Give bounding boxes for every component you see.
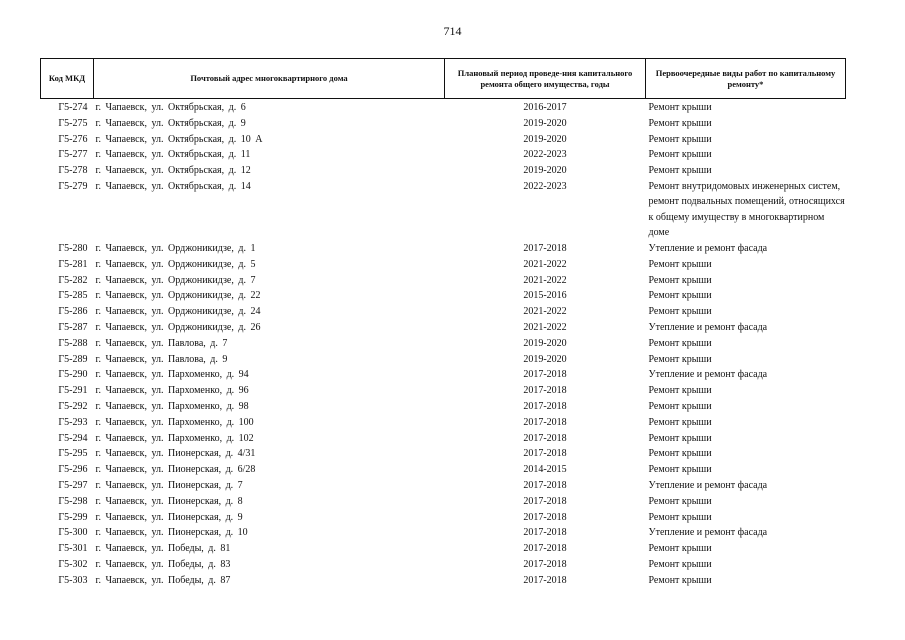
address-cell: г. Чапаевск, ул. Пионерская, д. 9 xyxy=(95,511,243,523)
address-cell: г. Чапаевск, ул. Победы, д. 87 xyxy=(95,574,231,586)
address-cell: г. Чапаевск, ул. Октябрьская, д. 14 xyxy=(95,180,251,192)
work-cell: Утепление и ремонт фасада xyxy=(648,321,768,333)
table-row xyxy=(41,510,846,526)
work-cell: Ремонт крыши xyxy=(648,558,712,570)
table-row xyxy=(41,478,846,494)
period-cell: 2017-2018 xyxy=(523,369,567,381)
work-cell: Утепление и ремонт фасада xyxy=(648,527,768,539)
address-cell: г. Чапаевск, ул. Орджоникидзе, д. 7 xyxy=(95,274,256,286)
work-cell: Ремонт крыши xyxy=(648,448,712,460)
address-cell: г. Чапаевск, ул. Пионерская, д. 8 xyxy=(95,495,243,507)
code-cell: Г5-293 xyxy=(58,416,88,428)
header-address: Почтовый адрес многоквартирного дома xyxy=(94,59,445,99)
table-row xyxy=(41,557,846,573)
address-cell: г. Чапаевск, ул. Пархоменко, д. 94 xyxy=(95,369,249,381)
work-cell: Утепление и ремонт фасада xyxy=(648,479,768,491)
table-row xyxy=(41,99,846,116)
address-cell: г. Чапаевск, ул. Орджоникидзе, д. 1 xyxy=(95,242,256,254)
period-cell: 2017-2018 xyxy=(523,574,567,586)
table-row xyxy=(41,179,846,241)
period-cell: 2017-2018 xyxy=(523,511,567,523)
address-cell: г. Чапаевск, ул. Победы, д. 83 xyxy=(95,558,231,570)
period-cell: 2014-2015 xyxy=(523,464,567,476)
table-row xyxy=(41,304,846,320)
period-cell: 2019-2020 xyxy=(523,133,567,145)
work-cell: Утепление и ремонт фасада xyxy=(648,369,768,381)
period-cell: 2017-2018 xyxy=(523,543,567,555)
period-cell: 2017-2018 xyxy=(523,495,567,507)
address-cell: г. Чапаевск, ул. Орджоникидзе, д. 5 xyxy=(95,258,256,270)
period-cell: 2015-2016 xyxy=(523,290,567,302)
address-cell: г. Чапаевск, ул. Октябрьская, д. 11 xyxy=(95,149,251,161)
table-row xyxy=(41,541,846,557)
code-cell: Г5-277 xyxy=(58,149,88,161)
code-cell: Г5-299 xyxy=(58,511,88,523)
code-cell: Г5-281 xyxy=(58,258,88,270)
period-cell: 2022-2023 xyxy=(523,149,567,161)
work-cell: Ремонт крыши xyxy=(648,574,712,586)
code-cell: Г5-274 xyxy=(58,102,88,113)
work-cell: Ремонт внутридомовых инженерных систем, ремонт подвальных помещений, относящихся к общему имуществу в многоквартирном доме xyxy=(648,180,845,239)
work-cell: Ремонт крыши xyxy=(648,495,712,507)
code-cell: Г5-295 xyxy=(58,448,88,460)
address-cell: г. Чапаевск, ул. Октябрьская, д. 9 xyxy=(95,117,246,129)
code-cell: Г5-303 xyxy=(58,574,88,586)
table-row xyxy=(41,431,846,447)
code-cell: Г5-275 xyxy=(58,117,88,129)
address-cell: г. Чапаевск, ул. Павлова, д. 7 xyxy=(95,337,228,349)
code-cell: Г5-276 xyxy=(58,133,88,145)
code-cell: Г5-297 xyxy=(58,479,88,491)
table-header xyxy=(41,59,846,99)
capital-repair-table xyxy=(40,58,846,589)
address-cell: г. Чапаевск, ул. Орджоникидзе, д. 22 xyxy=(95,290,261,302)
table-row xyxy=(41,352,846,368)
header-code: Код МКД xyxy=(41,59,94,99)
period-cell: 2017-2018 xyxy=(523,385,567,397)
address-cell: г. Чапаевск, ул. Октябрьская, д. 10 А xyxy=(95,133,263,145)
code-cell: Г5-298 xyxy=(58,495,88,507)
code-cell: Г5-288 xyxy=(58,337,88,349)
table-row xyxy=(41,116,846,132)
table-row xyxy=(41,147,846,163)
table-row xyxy=(41,415,846,431)
page-number: 714 xyxy=(443,24,462,38)
address-cell: г. Чапаевск, ул. Пархоменко, д. 102 xyxy=(95,432,254,444)
table-row xyxy=(41,163,846,179)
work-cell: Ремонт крыши xyxy=(648,464,712,476)
period-cell: 2021-2022 xyxy=(523,306,567,318)
address-cell: г. Чапаевск, ул. Орджоникидзе, д. 24 xyxy=(95,306,261,318)
work-cell: Ремонт крыши xyxy=(648,274,712,286)
address-cell: г. Чапаевск, ул. Пархоменко, д. 98 xyxy=(95,400,249,412)
period-cell: 2019-2020 xyxy=(523,337,567,349)
table-row xyxy=(41,288,846,304)
header-period: Плановый период проведе-ния капитального ремонта общего имущества, годы xyxy=(445,59,646,99)
code-cell: Г5-280 xyxy=(58,242,88,254)
work-cell: Ремонт крыши xyxy=(648,353,712,365)
period-cell: 2017-2018 xyxy=(523,400,567,412)
address-cell: г. Чапаевск, ул. Пархоменко, д. 96 xyxy=(95,385,249,397)
period-cell: 2019-2020 xyxy=(523,353,567,365)
code-cell: Г5-279 xyxy=(58,180,88,192)
work-cell: Ремонт крыши xyxy=(648,385,712,397)
period-cell: 2021-2022 xyxy=(523,258,567,270)
work-cell: Ремонт крыши xyxy=(648,258,712,270)
code-cell: Г5-291 xyxy=(58,385,88,397)
period-cell: 2017-2018 xyxy=(523,558,567,570)
table-row xyxy=(41,367,846,383)
address-cell: г. Чапаевск, ул. Октябрьская, д. 12 xyxy=(95,165,251,177)
code-cell: Г5-287 xyxy=(58,321,88,333)
code-cell: Г5-278 xyxy=(58,165,88,177)
code-cell: Г5-300 xyxy=(58,527,88,539)
address-cell: г. Чапаевск, ул. Октябрьская, д. 6 xyxy=(95,102,246,113)
address-cell: г. Чапаевск, ул. Павлова, д. 9 xyxy=(95,353,228,365)
work-cell: Ремонт крыши xyxy=(648,102,712,113)
work-cell: Ремонт крыши xyxy=(648,416,712,428)
work-cell: Ремонт крыши xyxy=(648,543,712,555)
code-cell: Г5-292 xyxy=(58,400,88,412)
period-cell: 2019-2020 xyxy=(523,165,567,177)
code-cell: Г5-289 xyxy=(58,353,88,365)
table-row xyxy=(41,573,846,589)
address-cell: г. Чапаевск, ул. Пионерская, д. 10 xyxy=(95,527,248,539)
code-cell: Г5-282 xyxy=(58,274,88,286)
period-cell: 2021-2022 xyxy=(523,321,567,333)
address-cell: г. Чапаевск, ул. Пархоменко, д. 100 xyxy=(95,416,254,428)
table-row xyxy=(41,446,846,462)
period-cell: 2022-2023 xyxy=(523,180,567,192)
address-cell: г. Чапаевск, ул. Пионерская, д. 6/28 xyxy=(95,464,256,476)
header-work: Первоочередные виды работ по капитальному ремонту* xyxy=(646,59,846,99)
table-row xyxy=(41,525,846,541)
table-row xyxy=(41,383,846,399)
table-row xyxy=(41,273,846,289)
table-row xyxy=(41,494,846,510)
period-cell: 2017-2018 xyxy=(523,448,567,460)
table-row xyxy=(41,399,846,415)
code-cell: Г5-301 xyxy=(58,543,88,555)
period-cell: 2019-2020 xyxy=(523,117,567,129)
work-cell: Ремонт крыши xyxy=(648,133,712,145)
address-cell: г. Чапаевск, ул. Пионерская, д. 4/31 xyxy=(95,448,256,460)
table-row xyxy=(41,336,846,352)
table-row xyxy=(41,257,846,273)
work-cell: Ремонт крыши xyxy=(648,337,712,349)
table-row xyxy=(41,462,846,478)
work-cell: Ремонт крыши xyxy=(648,400,712,412)
work-cell: Ремонт крыши xyxy=(648,306,712,318)
code-cell: Г5-285 xyxy=(58,290,88,302)
table-body xyxy=(41,99,846,589)
address-cell: г. Чапаевск, ул. Победы, д. 81 xyxy=(95,543,231,555)
period-cell: 2017-2018 xyxy=(523,479,567,491)
table-row xyxy=(41,241,846,257)
address-cell: г. Чапаевск, ул. Пионерская, д. 7 xyxy=(95,479,243,491)
work-cell: Ремонт крыши xyxy=(648,149,712,161)
address-cell: г. Чапаевск, ул. Орджоникидзе, д. 26 xyxy=(95,321,261,333)
period-cell: 2016-2017 xyxy=(523,102,567,113)
period-cell: 2017-2018 xyxy=(523,242,567,254)
code-cell: Г5-296 xyxy=(58,464,88,476)
period-cell: 2017-2018 xyxy=(523,527,567,539)
table-row xyxy=(41,320,846,336)
code-cell: Г5-290 xyxy=(58,369,88,381)
table-row xyxy=(41,132,846,148)
work-cell: Ремонт крыши xyxy=(648,165,712,177)
code-cell: Г5-286 xyxy=(58,306,88,318)
period-cell: 2021-2022 xyxy=(523,274,567,286)
work-cell: Ремонт крыши xyxy=(648,117,712,129)
work-cell: Ремонт крыши xyxy=(648,511,712,523)
work-cell: Ремонт крыши xyxy=(648,432,712,444)
period-cell: 2017-2018 xyxy=(523,416,567,428)
work-cell: Ремонт крыши xyxy=(648,290,712,302)
code-cell: Г5-294 xyxy=(58,432,88,444)
work-cell: Утепление и ремонт фасада xyxy=(648,242,768,254)
period-cell: 2017-2018 xyxy=(523,432,567,444)
code-cell: Г5-302 xyxy=(58,558,88,570)
